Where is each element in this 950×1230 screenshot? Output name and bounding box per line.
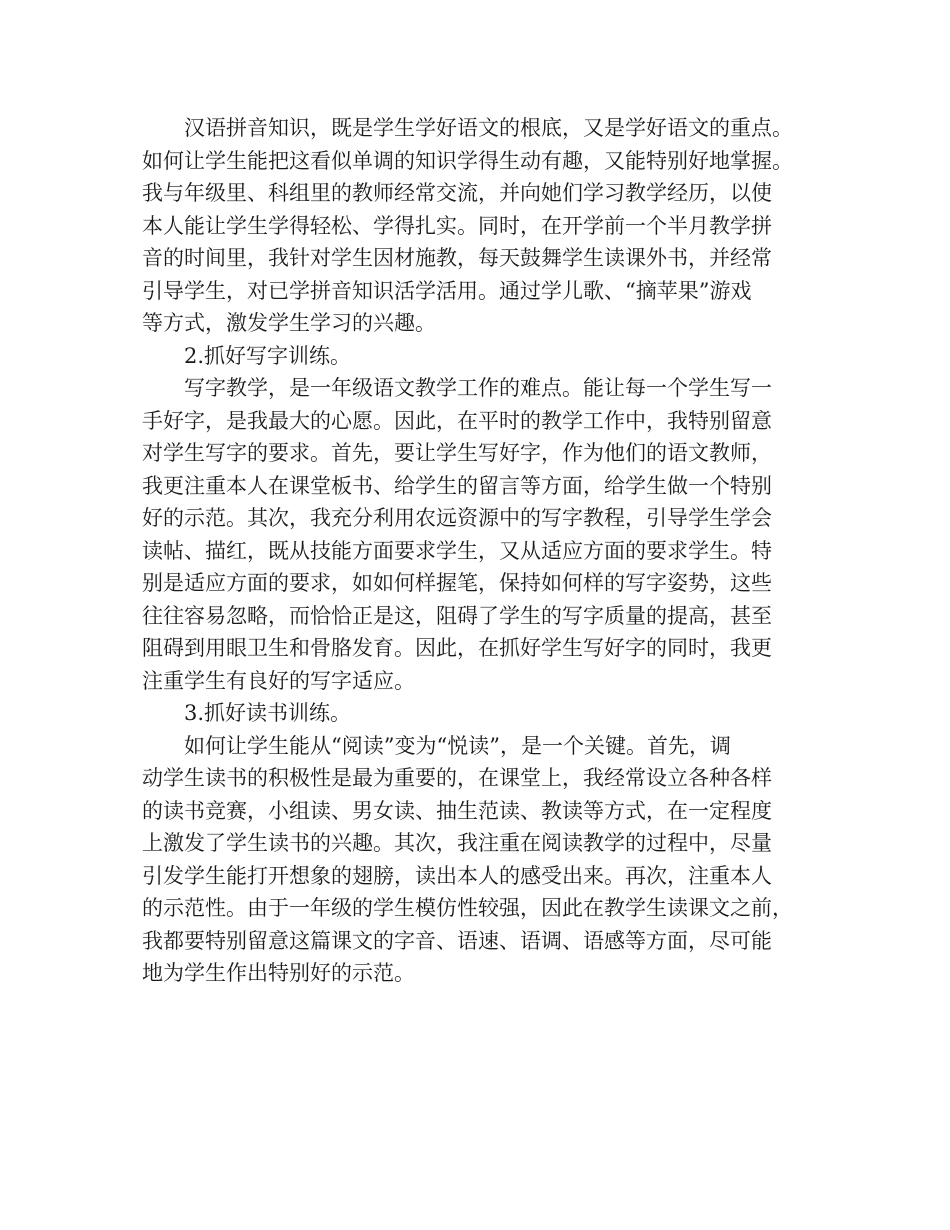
paragraph-line: 上激发了学生读书的兴趣。其次，我注重在阅读教学的过程中，尽量 <box>142 831 772 855</box>
paragraph-line: 地为学生作出特别好的示范。 <box>142 961 415 985</box>
paragraph-line: 我与年级里、科组里的教师经常交流，并向她们学习教学经历，以使 <box>142 181 772 205</box>
paragraph-line: 如何让学生能从“阅读”变为“悦读”，是一个关键。首先，调 <box>184 733 731 758</box>
paragraph-line: 往往容易忽略，而恰恰正是这，阻碍了学生的写字质量的提高，甚至 <box>142 603 772 628</box>
paragraph-line: 注重学生有良好的写字适应。 <box>142 668 415 693</box>
paragraph-line: 好的示范。其次，我充分利用农远资源中的写字教程，引导学生学会 <box>142 506 772 530</box>
paragraph-line: 如何让学生能把这看似单调的知识学得生动有趣，又能特别好地掌握。 <box>142 148 793 173</box>
paragraph-line: 音的时间里，我针对学生因材施教，每天鼓舞学生读课外书，并经常 <box>142 246 772 270</box>
paragraph-line: 别是适应方面的要求，如如何样握笔，保持如何样的写字姿势，这些 <box>142 571 772 595</box>
document-body <box>142 112 810 990</box>
paragraph-line: 对学生写字的要求。首先，要让学生写好字，作为他们的语文教师， <box>142 441 772 465</box>
paragraph-line: 引发学生能打开想象的翅膀，读出本人的感受出来。再次，注重本人 <box>142 863 772 888</box>
paragraph-line: 我更注重本人在课堂板书、给学生的留言等方面，给学生做一个特别 <box>142 473 772 498</box>
paragraph-line: 汉语拼音知识，既是学生学好语文的根底，又是学好语文的重点。 <box>184 116 793 140</box>
paragraph-line: 本人能让学生学得轻松、学得扎实。同时，在开学前一个半月教学拼 <box>142 213 772 238</box>
paragraph-line: 我都要特别留意这篇课文的字音、语速、语调、语感等方面，尽可能 <box>142 928 772 953</box>
paragraph-line: 的示范性。由于一年级的学生模仿性较强，因此在教学生读课文之前， <box>142 896 793 920</box>
paragraph-line: 动学生读书的积极性是最为重要的，在课堂上，我经常设立各种各样 <box>142 766 772 790</box>
paragraph-line: 的读书竞赛，小组读、男女读、抽生范读、教读等方式，在一定程度 <box>142 798 772 823</box>
paragraph-line: 读帖、描红，既从技能方面要求学生，又从适应方面的要求学生。特 <box>142 538 772 563</box>
section-heading: 3.抓好读书训练。 <box>184 701 352 725</box>
section-heading: 2.抓好写字训练。 <box>184 343 352 368</box>
paragraph-line: 引导学生，对已学拼音知识活学活用。通过学儿歌、“摘苹果”游戏 <box>142 278 752 303</box>
paragraph-line: 等方式，激发学生学习的兴趣。 <box>142 311 436 335</box>
paragraph-line: 阻碍到用眼卫生和骨胳发育。因此，在抓好学生写好字的同时，我更 <box>142 636 772 660</box>
paragraph-line: 手好字，是我最大的心愿。因此，在平时的教学工作中，我特别留意 <box>142 408 772 433</box>
paragraph-line: 写字教学，是一年级语文教学工作的难点。能让每一个学生写一 <box>184 376 772 400</box>
